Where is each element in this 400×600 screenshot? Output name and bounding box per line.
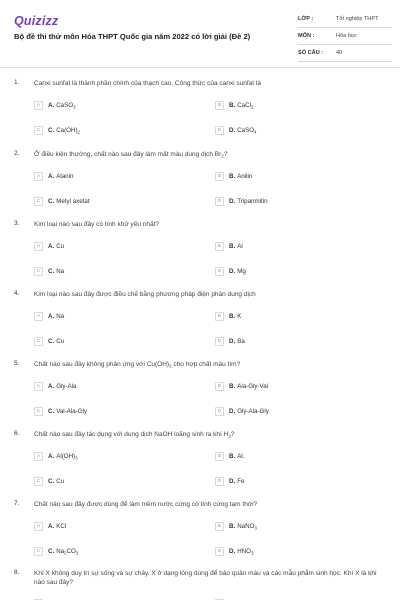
option-prefix: C.: [48, 197, 55, 205]
option-label: Ala-Gly-Val: [237, 382, 269, 390]
option-b[interactable]: [215, 520, 373, 532]
option-label: Cu: [56, 242, 65, 250]
option-prefix: D.: [229, 337, 236, 345]
question-number: 3.: [14, 220, 20, 227]
option-checkbox[interactable]: A: [34, 242, 43, 251]
option-d[interactable]: [215, 405, 373, 417]
meta-value: Tốt nghiệp THPT: [336, 16, 379, 22]
option-checkbox[interactable]: D: [215, 337, 224, 346]
option-label: Ca(OH): [56, 126, 78, 134]
option-checkbox[interactable]: A: [34, 452, 43, 461]
option-checkbox[interactable]: D: [215, 267, 224, 276]
option-label: KCl: [56, 522, 67, 530]
question-text-end: ?: [230, 431, 235, 438]
option-checkbox[interactable]: D: [215, 126, 224, 135]
option-d[interactable]: [215, 195, 373, 207]
option-prefix: C.: [48, 547, 55, 555]
option-label: Al(OH): [56, 452, 76, 460]
option-d[interactable]: [215, 545, 373, 557]
option-label: Na: [56, 312, 65, 320]
option-label: Gly-Ala: [56, 382, 77, 390]
meta-value: 40: [336, 50, 343, 56]
option-a[interactable]: [34, 520, 192, 532]
option-prefix: A.: [48, 172, 55, 180]
option-checkbox[interactable]: B: [215, 242, 224, 251]
option-prefix: A.: [48, 101, 55, 109]
option-label-end: CO: [66, 547, 76, 555]
option-label: Fe: [237, 477, 245, 485]
option-prefix: B.: [229, 172, 236, 180]
option-label: Ba: [237, 337, 245, 345]
header: [0, 0, 400, 62]
option-subscript: 3: [75, 550, 79, 555]
option-checkbox[interactable]: D: [215, 407, 224, 416]
meta-label: MÔN :: [298, 33, 315, 39]
question-text-subscript: 2: [228, 433, 231, 439]
option-b[interactable]: [215, 310, 373, 322]
question-text: [34, 430, 388, 439]
option-subscript: 3: [250, 550, 254, 555]
meta-value: Hóa học: [336, 33, 357, 39]
option-a[interactable]: [34, 380, 192, 392]
option-prefix: A.: [48, 312, 55, 320]
option-subscript: 3: [73, 104, 76, 109]
option-a[interactable]: [34, 170, 192, 182]
option-checkbox[interactable]: A: [34, 101, 43, 110]
option-checkbox[interactable]: B: [215, 522, 224, 531]
question-text-subscript: 2: [221, 153, 224, 159]
option-checkbox[interactable]: D: [215, 547, 224, 556]
option-prefix: C.: [48, 126, 55, 134]
option-subscript: 4: [254, 129, 257, 134]
option-checkbox[interactable]: A: [34, 522, 43, 531]
option-d[interactable]: [215, 124, 373, 136]
option-prefix: C.: [48, 477, 55, 485]
option-checkbox[interactable]: A: [34, 312, 43, 321]
option-d[interactable]: [215, 265, 373, 277]
quizizz-logo: Quizizz: [14, 14, 59, 28]
question-number: 1.: [14, 79, 20, 86]
question-number: 4.: [14, 290, 20, 297]
option-checkbox[interactable]: A: [34, 382, 43, 391]
option-checkbox[interactable]: B: [215, 312, 224, 321]
option-a[interactable]: [34, 310, 192, 322]
option-label: Na: [56, 547, 65, 555]
question-text: Kim loại nào sau đây được điều chế bằng phương pháp điện phân dung dịch: [34, 291, 256, 298]
option-prefix: A.: [48, 382, 55, 390]
option-checkbox[interactable]: B: [215, 452, 224, 461]
meta-label: LỚP :: [298, 16, 314, 22]
option-label: Cu: [56, 337, 65, 345]
question-text: Khí X không duy trì sự sống và sự cháy. X ở dạng lỏng dùng để bảo quản máu và các mẫu phẩm sinh học. Khí X là khí nào sau đây?: [34, 570, 377, 586]
option-checkbox[interactable]: C: [34, 126, 43, 135]
header-divider: [0, 67, 400, 68]
option-prefix: B.: [229, 312, 236, 320]
option-b[interactable]: [215, 450, 373, 462]
question-number: 5.: [14, 360, 20, 367]
option-checkbox[interactable]: B: [215, 382, 224, 391]
option-checkbox[interactable]: C: [34, 477, 43, 486]
option-prefix: C.: [48, 337, 55, 345]
option-b[interactable]: [215, 240, 373, 252]
question-text-main: Chất nào sau đây tác dụng với dung dịch NaOH loãng sinh ra khí H: [34, 431, 229, 438]
option-label: Na: [56, 267, 65, 275]
option-label: CaSO: [56, 101, 74, 109]
option-d[interactable]: [215, 335, 373, 347]
question-text: Canxi sunfat là thành phần chính của thạch cao. Công thức của canxi sunfat là: [34, 80, 261, 87]
option-c[interactable]: [34, 195, 192, 207]
option-prefix: A.: [48, 522, 55, 530]
option-c[interactable]: [34, 265, 192, 277]
option-label: Metyl axetat: [56, 197, 90, 205]
question-text-main: Chất nào sau đây không phản ứng với Cu(OH): [34, 361, 170, 368]
option-prefix: B.: [229, 452, 236, 460]
option-c[interactable]: [34, 335, 192, 347]
option-checkbox[interactable]: C: [34, 197, 43, 206]
option-label: HNO: [237, 547, 251, 555]
question-text: [34, 360, 388, 369]
question-number: 6.: [14, 430, 20, 437]
question-text: [34, 150, 388, 159]
question-number: 8.: [14, 569, 20, 576]
option-prefix: B.: [229, 242, 236, 250]
option-prefix: C.: [48, 267, 55, 275]
meta-label: SỐ CÂU :: [298, 50, 324, 56]
option-checkbox[interactable]: B: [215, 172, 224, 181]
option-label: Tripanmitin: [237, 197, 268, 205]
option-c[interactable]: [34, 405, 192, 417]
option-label: K: [237, 312, 242, 320]
option-prefix: D.: [229, 267, 236, 275]
option-subscript: 2: [77, 129, 80, 134]
option-label: Val-Ala-Gly: [56, 407, 88, 415]
option-prefix: A.: [48, 242, 55, 250]
option-prefix: D.: [229, 547, 236, 555]
question-text: Kim loại nào sau đây có tính khử yếu nhất?: [34, 221, 160, 228]
option-prefix: B.: [229, 382, 236, 390]
meta-table: [298, 11, 392, 62]
option-subscript: 3: [254, 525, 257, 530]
option-a[interactable]: [34, 240, 192, 252]
document-title: Bộ đề thi thử môn Hóa THPT Quốc gia năm 2022 có lời giải (Đề 2): [14, 32, 251, 41]
option-c[interactable]: [34, 124, 192, 136]
option-prefix: D.: [229, 477, 236, 485]
option-label: NaNO: [237, 522, 255, 530]
option-d[interactable]: [215, 475, 373, 487]
option-label: Cu: [56, 477, 65, 485]
option-checkbox[interactable]: C: [34, 337, 43, 346]
option-label: Mg: [237, 267, 246, 275]
question-text: Chất nào sau đây được dùng để làm mềm nước cứng có tính cứng tạm thời?: [34, 501, 258, 508]
option-label: Al.: [237, 452, 245, 460]
meta-row-class: [298, 11, 392, 28]
meta-row-question-count: [298, 45, 392, 62]
option-b[interactable]: [215, 380, 373, 392]
option-subscript: 3: [75, 455, 78, 460]
meta-row-subject: [298, 28, 392, 45]
question-text-main: Ở điều kiện thường, chất nào sau đây làm mất màu dung dịch Br: [34, 151, 222, 158]
option-prefix: D.: [229, 407, 236, 415]
option-c[interactable]: [34, 545, 192, 557]
option-a[interactable]: [34, 99, 192, 111]
option-label: Al: [237, 242, 243, 250]
option-label: CaCl: [237, 101, 251, 109]
option-prefix: D.: [229, 197, 236, 205]
option-checkbox[interactable]: C: [34, 407, 43, 416]
option-checkbox[interactable]: A: [34, 172, 43, 181]
option-a[interactable]: [34, 450, 192, 462]
option-subscript: 2: [250, 104, 254, 109]
question-text-end: cho hợp chất màu tím?: [171, 361, 241, 368]
question-number: 2.: [14, 150, 20, 157]
option-checkbox[interactable]: B: [215, 101, 224, 110]
option-prefix: A.: [48, 452, 55, 460]
option-checkbox[interactable]: C: [34, 267, 43, 276]
option-prefix: B.: [229, 101, 236, 109]
option-checkbox[interactable]: C: [34, 547, 43, 556]
option-label: Alanin: [56, 172, 74, 180]
option-label: Anilin: [237, 172, 253, 180]
option-prefix: D.: [229, 126, 236, 134]
option-prefix: B.: [229, 522, 236, 530]
option-c[interactable]: [34, 475, 192, 487]
option-prefix: C.: [48, 407, 55, 415]
option-b[interactable]: [215, 99, 373, 111]
option-subscript: 2: [64, 550, 67, 555]
question-text-end: ?: [223, 151, 228, 158]
option-checkbox[interactable]: D: [215, 197, 224, 206]
question-text-subscript: 2: [169, 363, 172, 369]
option-checkbox[interactable]: D: [215, 477, 224, 486]
question-number: 7.: [14, 500, 20, 507]
option-label: Gly-Ala-Gly: [237, 407, 269, 415]
option-label: CaSO: [237, 126, 255, 134]
option-b[interactable]: [215, 170, 373, 182]
